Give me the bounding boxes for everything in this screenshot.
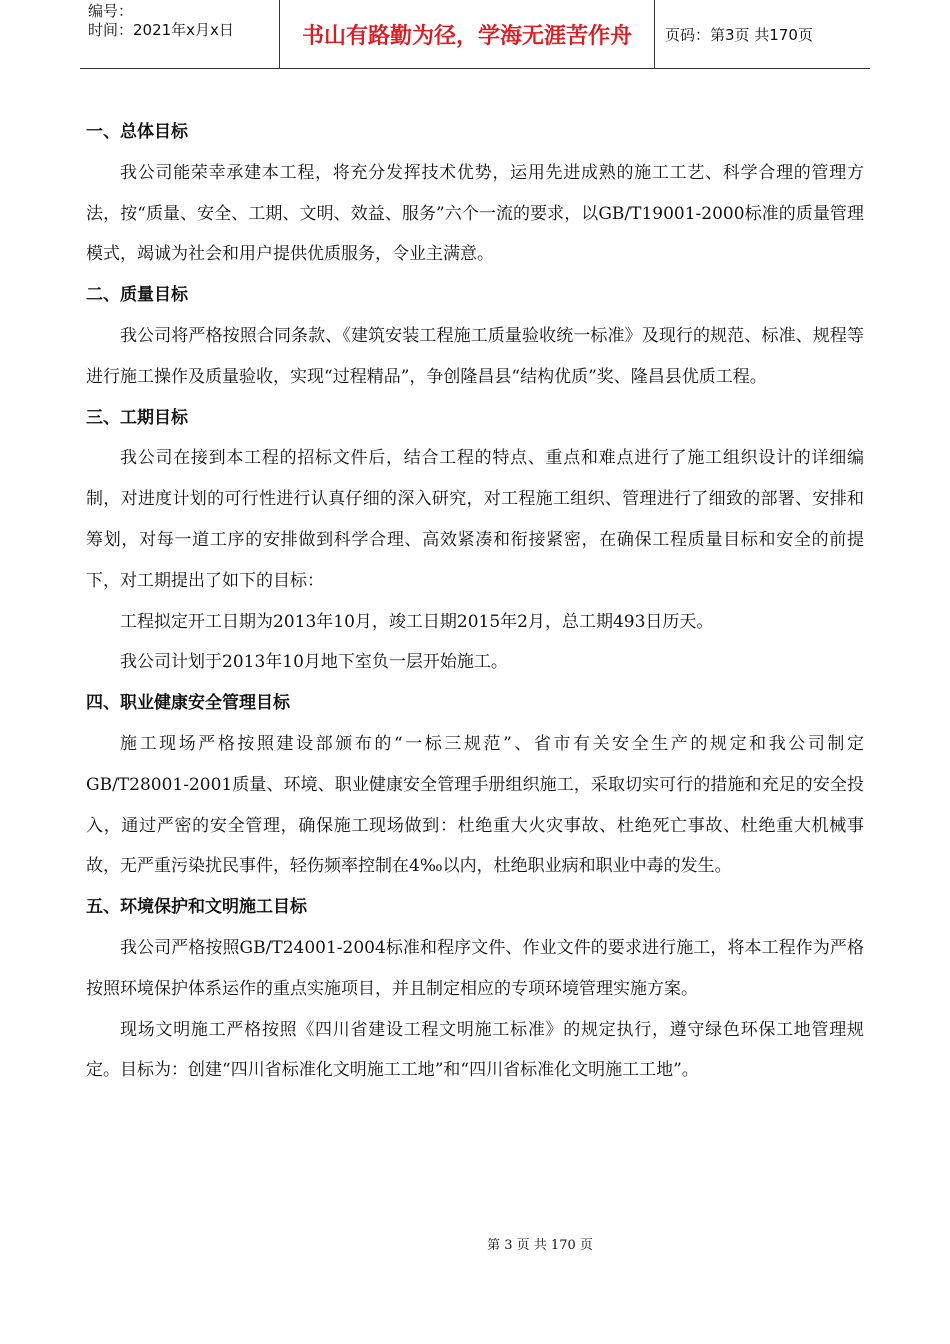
number-label: 编号： [88,2,134,20]
paragraph: 我公司将严格按照合同条款、《建筑安装工程施工质量验收统一标准》及现行的规范、标准、规程等进行施工操作及质量验收，实现“过程精品”，争创隆昌县“结构优质”奖、隆昌县优质工程。 [86,325,864,387]
header-meta [80,0,280,68]
paragraph: 现场文明施工严格按照《四川省建设工程文明施工标准》的规定执行，遵守绿色环保工地管理规定。目标为：创建“四川省标准化文明施工工地”和“四川省标准化文明施工工地”。 [86,1019,864,1081]
section-title: 一、总体目标 [86,122,188,142]
header-page-info: 页码：第3页 共170页 [665,25,813,44]
time-label: 时间：2021年x月x日 [88,21,234,39]
section-quality [86,275,864,397]
paragraph: 我公司计划于2013年10月地下室负一层开始施工。 [120,652,508,673]
paragraph: 我公司能荣幸承建本工程，将充分发挥技术优势，运用先进成熟的施工工艺、科学合理的管理方法，按“质量、安全、工期、文明、效益、服务”六个一流的要求，以GB/T19001-2000标准的质量管理模式，竭诚为社会和用户提供优质服务，令业主满意。 [86,162,864,265]
page-header [80,0,870,69]
section-schedule [86,398,864,684]
section-title: 四、职业健康安全管理目标 [86,693,290,714]
paragraph: 我公司在接到本工程的招标文件后，结合工程的特点、重点和难点进行了施工组织设计的详细编制，对进度计划的可行性进行认真仔细的深入研究，对工程施工组织、管理进行了细致的部署、安排和筹划，对每一道工序的安排做到科学合理、高效紧凑和衔接紧密，在确保工程质量目标和安全的前提下，对工期提出了如下的目标： [86,448,864,591]
paragraph: 工程拟定开工日期为2013年10月，竣工日期2015年2月，总工期493日历天。 [120,611,714,632]
section-environment [86,887,864,1091]
section-title: 五、环境保护和文明施工目标 [86,897,307,918]
paragraph: 施工现场严格按照建设部颁布的“一标三规范”、省市有关安全生产的规定和我公司制定GB/T28001-2001质量、环境、职业健康安全管理手册组织施工，采取切实可行的措施和充足的安全投入，通过严密的安全管理，确保施工现场做到：杜绝重大火灾事故、杜绝死亡事故、杜绝重大机械事故，无严重污染扰民事件，轻伤频率控制在4‰以内，杜绝职业病和职业中毒的发生。 [86,733,864,877]
section-safety [86,683,864,887]
section-title: 三、工期目标 [86,407,188,428]
section-title: 二、质量目标 [86,285,188,306]
page-footer: 第 3 页 共 170 页 [487,1238,593,1253]
header-motto: 书山有路勤为径，学海无涯苦作舟 [280,0,655,68]
paragraph: 我公司严格按照GB/T24001-2004标准和程序文件、作业文件的要求进行施工，将本工程作为严格按照环境保护体系运作的重点实施项目，并且制定相应的专项环境管理实施方案。 [86,937,864,999]
section-overall [86,112,864,275]
document-body [86,112,864,1091]
